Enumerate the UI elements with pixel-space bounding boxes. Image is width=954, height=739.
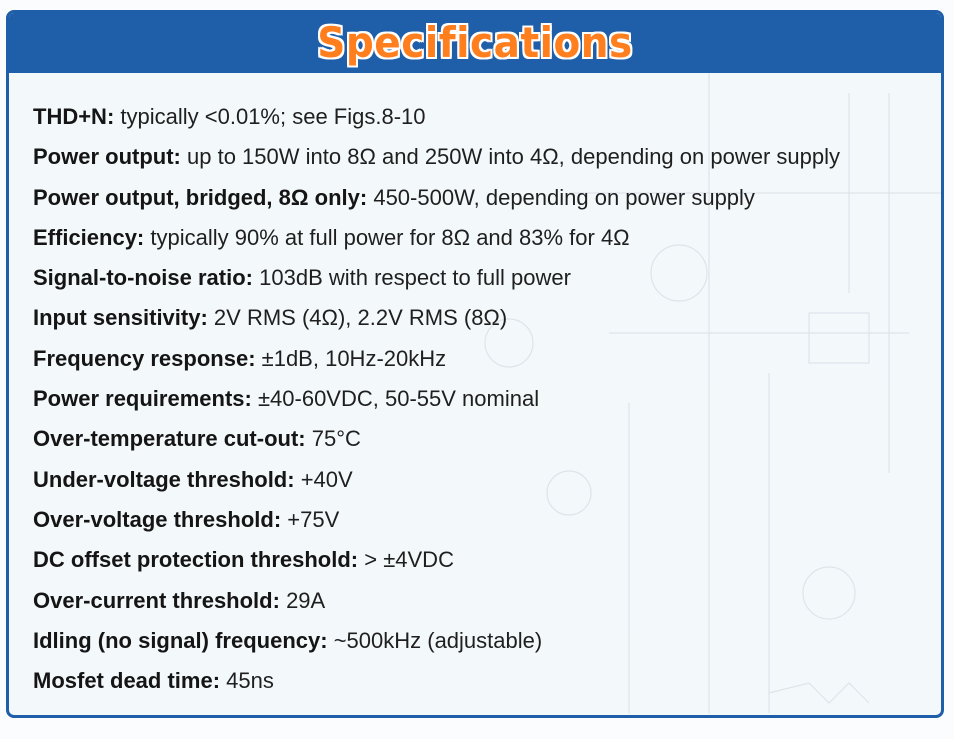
spec-value: 45ns — [226, 668, 274, 694]
spec-dc-offset-protection — [33, 540, 925, 580]
spec-value: ±40-60VDC, 50-55V nominal — [257, 386, 540, 412]
spec-power-output-bridged — [33, 178, 925, 218]
spec-label: THD+N: — [33, 104, 115, 129]
spec-power-requirements — [33, 379, 925, 419]
spec-label: Over-temperature cut-out: — [33, 426, 306, 452]
spec-value: +40V — [300, 466, 353, 492]
specifications-panel — [6, 10, 944, 718]
panel-header — [9, 13, 941, 73]
spec-frequency-response — [33, 339, 925, 379]
spec-label: DC offset protection threshold: — [33, 547, 359, 573]
spec-label: Over-current threshold: — [33, 587, 280, 613]
spec-label: Over-voltage threshold: — [33, 506, 282, 532]
spec-list — [33, 97, 925, 701]
panel-title: Specifications — [317, 18, 633, 68]
spec-under-voltage — [33, 460, 925, 500]
spec-thd-n — [33, 97, 925, 137]
spec-value: 103dB with respect to full power — [259, 265, 571, 291]
spec-label: Power output: — [33, 144, 181, 170]
spec-signal-to-noise — [33, 258, 925, 298]
spec-label: Idling (no signal) frequency: — [33, 627, 328, 653]
spec-value: 75°C — [311, 426, 361, 452]
spec-over-temperature — [33, 419, 925, 459]
spec-over-current — [33, 581, 925, 621]
spec-label: Input sensitivity: — [33, 305, 208, 331]
spec-idling-frequency — [33, 621, 925, 661]
spec-label: Under-voltage threshold: — [33, 466, 295, 492]
spec-value: > ±4VDC — [364, 547, 454, 573]
spec-value: typically <0.01%; see Figs.8-10 — [120, 104, 426, 129]
spec-label: Efficiency: — [33, 224, 145, 250]
spec-value: 29A — [286, 587, 326, 613]
spec-over-voltage — [33, 500, 925, 540]
spec-value: 450-500W, depending on power supply — [373, 184, 755, 210]
spec-value: typically 90% at full power for 8Ω and 83% for 4Ω — [150, 224, 630, 250]
spec-value: ±1dB, 10Hz-20kHz — [261, 345, 447, 371]
spec-label: Power output, bridged, 8Ω only: — [33, 184, 368, 210]
spec-value: +75V — [287, 506, 340, 532]
spec-value: ~500kHz (adjustable) — [333, 627, 543, 653]
spec-label: Signal-to-noise ratio: — [33, 265, 253, 291]
spec-value: up to 150W into 8Ω and 250W into 4Ω, depending on power supply — [187, 144, 840, 170]
spec-efficiency — [33, 218, 925, 258]
spec-mosfet-dead-time — [33, 661, 925, 701]
spec-input-sensitivity — [33, 298, 925, 338]
spec-label: Power requirements: — [33, 386, 252, 412]
spec-value: 2V RMS (4Ω), 2.2V RMS (8Ω) — [213, 305, 508, 331]
spec-label: Mosfet dead time: — [33, 668, 221, 694]
spec-power-output — [33, 137, 925, 177]
spec-label: Frequency response: — [33, 345, 256, 371]
